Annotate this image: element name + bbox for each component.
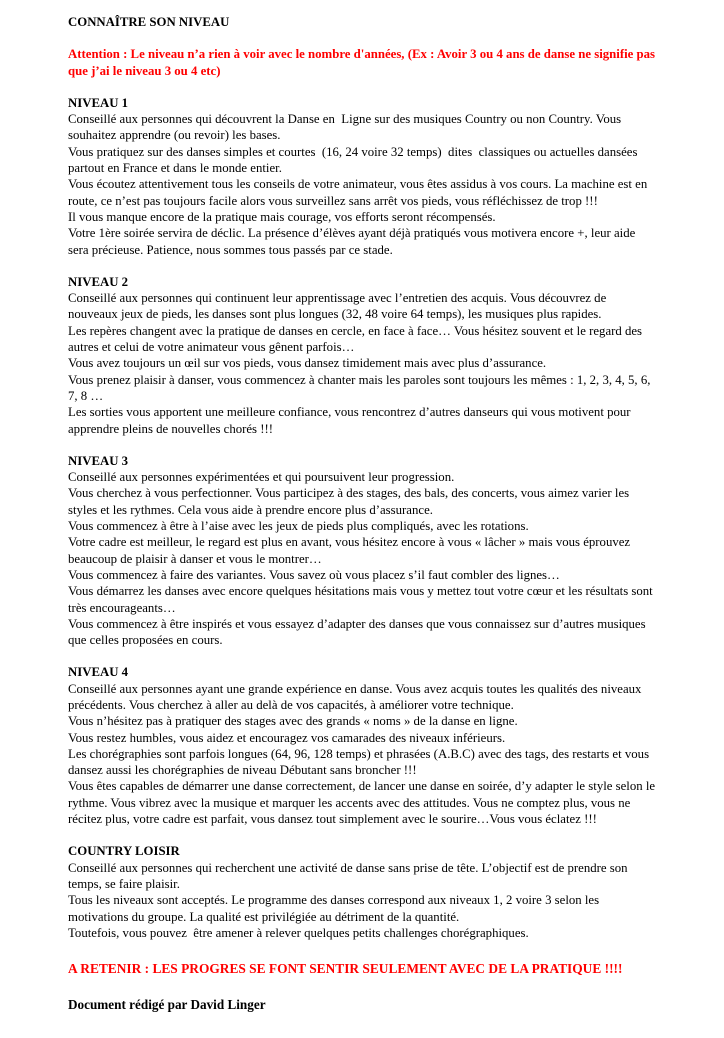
section-heading: COUNTRY LOISIR	[68, 844, 180, 859]
warning-text: Attention : Le niveau n’a rien à voir avec le nombre d'années, (Ex : Avoir 3 ou 4 ans de danse ne signifie pas que j’ai le niveau 3 ou 4 etc)	[68, 47, 659, 78]
author-line: Document rédigé par David Linger	[68, 997, 266, 1013]
paragraph: Vous commencez à faire des variantes. Vous savez où vous placez s’il faut combler des lignes…	[68, 567, 560, 582]
paragraph: Vous n’hésitez pas à pratiquer des stages avec des grands « noms » de la danse en ligne.	[68, 714, 518, 729]
paragraph: Vous cherchez à vous perfectionner. Vous participez à des stages, des bals, des concerts, vous aimez varier les styles et les rythmes. Cela vous aide à prendre encore plus d’assurance.	[68, 486, 633, 517]
paragraph: Conseillé aux personnes ayant une grande expérience en danse. Vous avez acquis toutes les qualités des niveaux précédents. Vous cherchez à aller au delà de vos capacités, à améliorer votre technique.	[68, 681, 645, 712]
paragraph: Il vous manque encore de la pratique mais courage, vos efforts seront récompensés.	[68, 209, 496, 224]
section-niveau-2	[68, 274, 658, 437]
paragraph: Vous avez toujours un œil sur vos pieds, vous dansez timidement mais avec plus d’assurance.	[68, 356, 547, 371]
document-body	[68, 95, 658, 941]
paragraph: Toutefois, vous pouvez être amener à relever quelques petits challenges chorégraphiques.	[68, 925, 529, 940]
paragraph: Votre cadre est meilleur, le regard est plus en avant, vous hésitez encore à vous « lâcher » mais vous éprouvez beaucoup de plaisir à danser et vous le montrer…	[68, 535, 634, 566]
document-title: CONNAÎTRE SON NIVEAU	[68, 15, 230, 29]
paragraph: Votre 1ère soirée servira de déclic. La présence d’élèves ayant déjà pratiqués vous motivera encore +, leur aide sera précieuse. Patience, nous sommes tous passés par ce stade.	[68, 226, 639, 257]
section-niveau-3	[68, 453, 658, 649]
paragraph: Conseillé aux personnes qui recherchent une activité de danse sans prise de tête. L’objectif est de prendre son temps, se faire plaisir.	[68, 860, 631, 891]
paragraph: Vous êtes capables de démarrer une danse correctement, de lancer une danse en soirée, d’y adapter le style selon le rythme. Vous vibrez avec la musique et marquer les accents avec des attitudes. Vous ne comptez plus, vous ne récitez plus, votre cadre est parfait, vous dansez tout simplement avec le sourire…Vous vous éclatez !!!	[68, 779, 659, 827]
section-country-loisir	[68, 843, 658, 941]
paragraph: Vous écoutez attentivement tous les conseils de votre animateur, vous êtes assidus à vos cours. La machine est en route, ce n’est pas toujours facile alors vous surveillez sans arrêt vos pieds, vous réfléchissez de trop !!!	[68, 177, 651, 208]
paragraph: Vous pratiquez sur des danses simples et courtes (16, 24 voire 32 temps) dites classiques ou actuelles dansées partout en France et dans le monde entier.	[68, 144, 641, 176]
paragraph: Conseillé aux personnes expérimentées et qui poursuivent leur progression.	[68, 470, 455, 485]
section-niveau-1	[68, 95, 658, 258]
paragraph: Les repères changent avec la pratique de danses en cercle, en face à face… Vous hésitez souvent et le regard des autres et celui de votre animateur vous gênent parfois…	[68, 323, 646, 355]
highlight-text: A RETENIR : LES PROGRES SE FONT SENTIR SEULEMENT AVEC DE LA PRATIQUE !!!!	[68, 961, 623, 977]
paragraph: Vous commencez à être à l’aise avec les jeux de pieds plus compliqués, avec les rotations.	[68, 519, 529, 534]
section-heading: NIVEAU 1	[68, 95, 129, 110]
section-heading: NIVEAU 2	[68, 274, 129, 289]
paragraph: Les chorégraphies sont parfois longues (64, 96, 128 temps) et phrasées (A.B.C) avec des tags, des restarts et vous dansez aussi les chorégraphies de niveau Débutant sans broncher !!!	[68, 746, 653, 778]
paragraph: Vous commencez à être inspirés et vous essayez d’adapter des danses que vous connaissez sur d’autres musiques que celles proposées en cours.	[68, 616, 649, 648]
paragraph: Les sorties vous apportent une meilleure confiance, vous rencontrez d’autres danseurs qui vous motivent pour apprendre pleins de nouvelles chorés !!!	[68, 405, 634, 436]
paragraph: Tous les niveaux sont acceptés. Le programme des danses correspond aux niveaux 1, 2 voire 3 selon les motivations du groupe. La qualité est privilégiée au détriment de la quantité.	[68, 893, 603, 924]
paragraph: Conseillé aux personnes qui découvrent la Danse en Ligne sur des musiques Country ou non Country. Vous souhaitez apprendre (ou revoir) les bases.	[68, 112, 625, 143]
paragraph: Vous restez humbles, vous aidez et encouragez vos camarades des niveaux inférieurs.	[68, 730, 506, 745]
paragraph: Vous prenez plaisir à danser, vous commencez à chanter mais les paroles sont toujours les mêmes : 1, 2, 3, 4, 5, 6, 7, 8 …	[68, 372, 654, 403]
section-heading: NIVEAU 4	[68, 665, 129, 680]
paragraph: Conseillé aux personnes qui continuent leur apprentissage avec l’entretien des acquis. Vous découvrez de nouveaux jeux de pieds, les danses sont plus longues (32, 48 voire 64 temps), les musiques plus rapides.	[68, 291, 610, 322]
section-heading: NIVEAU 3	[68, 453, 129, 468]
section-niveau-4	[68, 664, 658, 827]
paragraph: Vous démarrez les danses avec encore quelques hésitations mais vous y mettez tout votre cœur et les résultats sont très encourageants…	[68, 584, 656, 615]
